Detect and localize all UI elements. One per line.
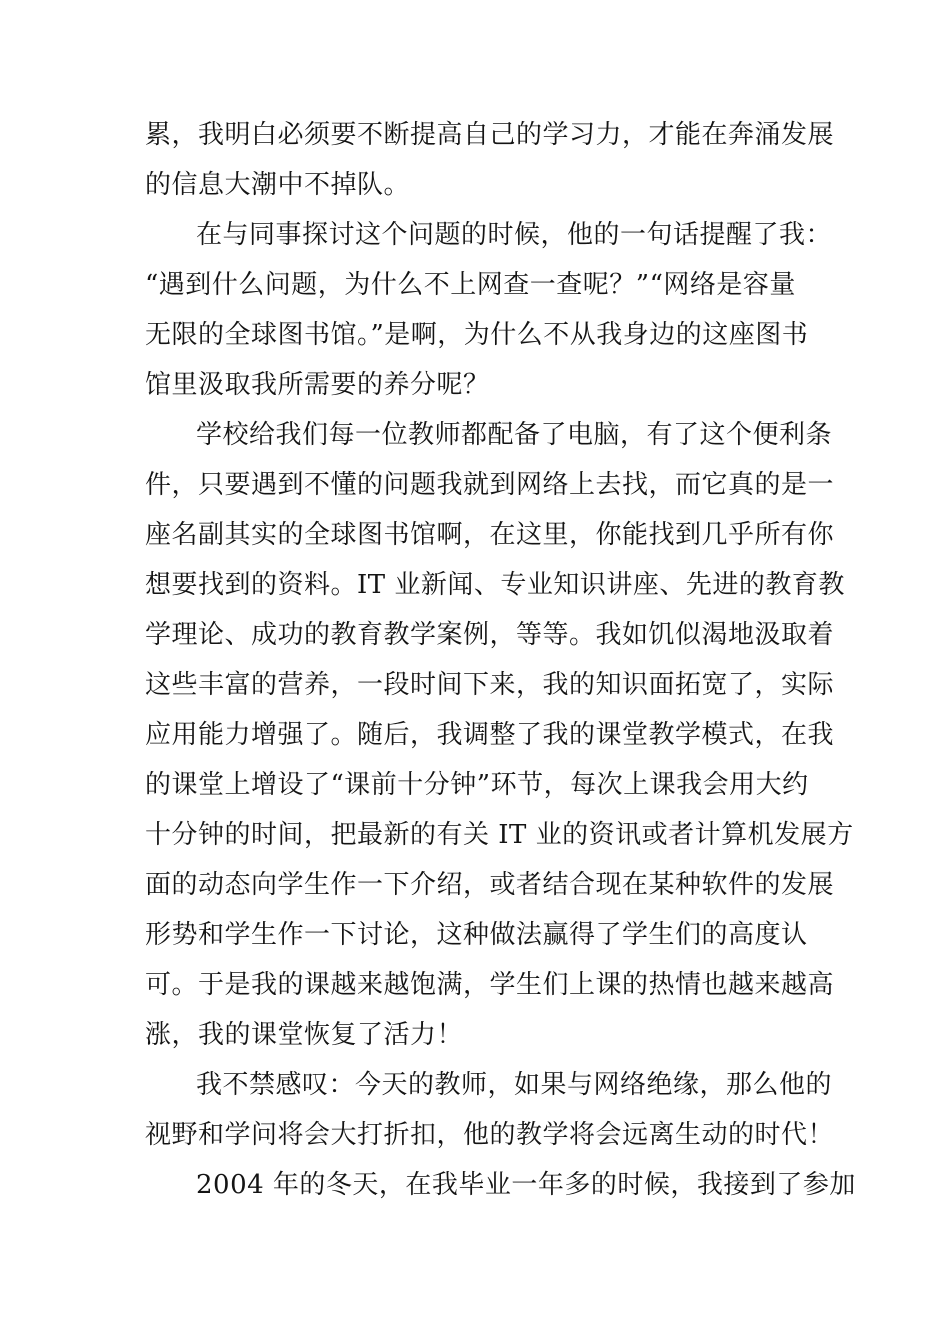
text-line: 十分钟的时间，把最新的有关 IT 业的资讯或者计算机发展方 — [145, 820, 854, 850]
paragraph-start-line: 2004 年的冬天，在我毕业一年多的时候，我接到了参加 — [196, 1170, 856, 1200]
text-line: 可。于是我的课越来越饱满，学生们上课的热情也越来越高 — [145, 970, 835, 1000]
text-line: 座名副其实的全球图书馆啊，在这里，你能找到几乎所有你 — [145, 520, 835, 550]
text-line: 这些丰富的营养，一段时间下来，我的知识面拓宽了，实际 — [145, 670, 835, 700]
text-line: 的信息大潮中不掉队。 — [145, 170, 411, 200]
text-line: 学理论、成功的教育教学案例，等等。我如饥似渴地汲取着 — [145, 620, 835, 650]
paragraph-start-line: 学校给我们每一位教师都配备了电脑，有了这个便利条 — [196, 420, 833, 450]
text-line: 的课堂上增设了“课前十分钟”环节，每次上课我会用大约 — [145, 770, 809, 800]
text-line: 馆里汲取我所需要的养分呢？ — [145, 370, 490, 400]
text-line: 面的动态向学生作一下介绍，或者结合现在某种软件的发展 — [145, 870, 835, 900]
text-line: 累，我明白必须要不断提高自己的学习力，才能在奔涌发展 — [145, 120, 835, 150]
text-line: 涨，我的课堂恢复了活力！ — [145, 1020, 464, 1050]
text-line: 件，只要遇到不懂的问题我就到网络上去找，而它真的是一 — [145, 470, 835, 500]
text-line: 无限的全球图书馆。”是啊，为什么不从我身边的这座图书 — [145, 320, 809, 350]
text-line: 想要找到的资料。IT 业新闻、专业知识讲座、先进的教育教 — [145, 570, 845, 600]
text-line: 视野和学问将会大打折扣，他的教学将会远离生动的时代！ — [145, 1120, 835, 1150]
paragraph-start-line: 我不禁感叹：今天的教师，如果与网络绝缘，那么他的 — [196, 1070, 833, 1100]
paragraph-start-line: 在与同事探讨这个问题的时候，他的一句话提醒了我： — [196, 220, 833, 250]
text-line: 应用能力增强了。随后，我调整了我的课堂教学模式，在我 — [145, 720, 835, 750]
text-line: 形势和学生作一下讨论，这种做法赢得了学生们的高度认 — [145, 920, 808, 950]
text-line: “遇到什么问题，为什么不上网查一查呢？”“网络是容量 — [145, 270, 796, 300]
